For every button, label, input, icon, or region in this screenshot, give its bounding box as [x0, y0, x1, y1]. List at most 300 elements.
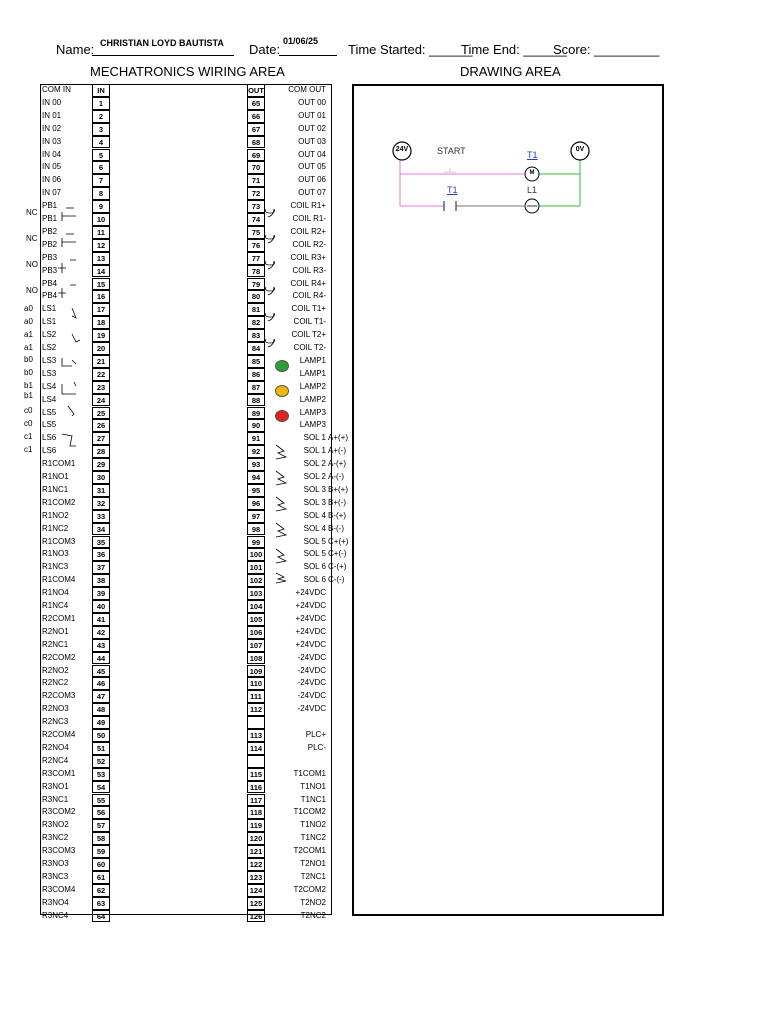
output-terminal[interactable]: 106: [247, 626, 265, 639]
output-terminal[interactable]: 98: [247, 523, 265, 536]
input-label: IN 06: [42, 175, 62, 185]
output-label: T1COM1: [293, 768, 326, 778]
output-label: OUT 06: [298, 175, 326, 185]
table-row: [40, 768, 332, 781]
output-label: COIL R1-: [292, 214, 326, 223]
output-label: +24VDC: [295, 601, 326, 610]
output-label: SOL 6: [303, 575, 326, 585]
output-label: SOL 1: [303, 446, 326, 456]
0v-label: 0V: [575, 146, 585, 153]
table-row: [40, 639, 332, 652]
input-label: R1NC3: [42, 562, 69, 572]
side-label-c0b: c0: [24, 419, 33, 428]
pb1-nc-icon: [62, 212, 76, 221]
input-label: R1COM3: [42, 536, 76, 546]
output-terminal[interactable]: 73: [247, 200, 265, 213]
table-row: [40, 845, 332, 858]
coil-t1-icon: [266, 313, 275, 321]
output-terminal[interactable]: [247, 755, 265, 768]
input-terminal[interactable]: 38: [92, 574, 110, 587]
output-terminal[interactable]: 85: [247, 355, 265, 368]
input-terminal[interactable]: 16: [92, 290, 110, 303]
input-label: COM IN: [42, 85, 71, 94]
input-terminal[interactable]: 45: [92, 665, 110, 678]
output-terminal[interactable]: 76: [247, 239, 265, 252]
input-terminal[interactable]: 33: [92, 510, 110, 523]
output-terminal[interactable]: 102: [247, 574, 265, 587]
output-terminal[interactable]: 93: [247, 458, 265, 471]
sol4-icon: [276, 523, 286, 537]
sol6-icon: [276, 573, 286, 583]
input-label: LS2: [42, 330, 57, 340]
output-terminal[interactable]: 124: [247, 884, 265, 897]
input-terminal[interactable]: 26: [92, 419, 110, 432]
input-label: PB3: [42, 265, 58, 275]
input-label: R2NO2: [42, 665, 69, 675]
input-terminal[interactable]: 9: [92, 200, 110, 213]
output-terminal[interactable]: 81: [247, 303, 265, 316]
input-terminal[interactable]: 59: [92, 845, 110, 858]
side-label-c0: c0: [24, 406, 33, 415]
input-terminal[interactable]: 22: [92, 368, 110, 381]
input-label: LS3: [42, 355, 57, 365]
output-terminal[interactable]: 65: [247, 97, 265, 110]
24v-label: 24V: [395, 146, 409, 153]
pb3-no-icon: [58, 260, 76, 273]
input-terminal[interactable]: 50: [92, 729, 110, 742]
input-label: R1NO1: [42, 472, 69, 481]
output-terminal[interactable]: 110: [247, 677, 265, 690]
output-suffix: A+(+): [328, 433, 349, 443]
input-terminal[interactable]: 54: [92, 781, 110, 794]
input-terminal[interactable]: 31: [92, 484, 110, 497]
side-label-b1b: b1: [24, 391, 33, 400]
input-terminal[interactable]: 6: [92, 161, 110, 174]
output-label: LAMP3: [299, 420, 326, 430]
lamp3-icon: [275, 410, 289, 422]
output-suffix: B-(+): [328, 510, 346, 520]
input-label: R3NO4: [42, 897, 69, 907]
input-label: IN 07: [42, 188, 62, 198]
input-label: R3NO3: [42, 859, 69, 868]
input-terminal[interactable]: 24: [92, 394, 110, 407]
output-label: COIL R2-: [292, 239, 326, 249]
input-label: R3NC3: [42, 871, 69, 881]
output-terminal[interactable]: 87: [247, 381, 265, 394]
lamp2-icon: [275, 385, 289, 397]
input-terminal[interactable]: 4: [92, 136, 110, 149]
output-terminal[interactable]: 69: [247, 149, 265, 162]
side-label-a0b: a0: [24, 317, 33, 326]
output-label: OUT 05: [298, 162, 326, 172]
output-label: +24VDC: [295, 626, 326, 636]
input-terminal[interactable]: 29: [92, 458, 110, 471]
input-terminal[interactable]: 58: [92, 832, 110, 845]
input-label: R1NO4: [42, 588, 69, 598]
input-terminal[interactable]: 44: [92, 652, 110, 665]
output-label: SOL 2: [303, 472, 326, 481]
input-terminal[interactable]: 47: [92, 690, 110, 703]
output-label: OUT 04: [298, 149, 326, 159]
output-label: T2COM2: [293, 884, 326, 894]
output-terminal[interactable]: 92: [247, 445, 265, 458]
output-terminal[interactable]: 86: [247, 368, 265, 381]
output-label: T2NC2: [300, 910, 326, 920]
l1-label: L1: [527, 185, 538, 195]
input-terminal[interactable]: 55: [92, 794, 110, 807]
side-label-c1b: c1: [24, 445, 33, 454]
input-label: R2NC4: [42, 755, 69, 765]
output-terminal[interactable]: [247, 716, 265, 729]
input-label: IN 00: [42, 97, 62, 107]
output-label: +24VDC: [295, 588, 326, 598]
output-terminal[interactable]: 118: [247, 806, 265, 819]
output-label: OUT 00: [298, 97, 326, 107]
input-terminal[interactable]: 28: [92, 445, 110, 458]
input-label: R1COM1: [42, 459, 76, 469]
ls1-icon: [72, 308, 76, 318]
output-label: SOL 5: [303, 549, 326, 559]
output-terminal[interactable]: 112: [247, 703, 265, 716]
pb4-no-label: NO: [26, 286, 38, 295]
input-label: R1COM4: [42, 575, 76, 585]
output-label: T1NO1: [300, 781, 326, 791]
output-label: -24VDC: [297, 704, 326, 714]
coil-r2-icon: [266, 235, 275, 243]
output-label: OUT 02: [298, 123, 326, 133]
input-label: R2COM3: [42, 691, 76, 701]
coil-r3-icon: [266, 261, 275, 269]
output-terminal[interactable]: 79: [247, 278, 265, 291]
output-label: LAMP3: [299, 407, 326, 417]
input-label: LS3: [42, 368, 57, 378]
output-label: PLC-: [307, 742, 326, 752]
table-row: [40, 665, 332, 678]
date-label: Date:: [249, 42, 281, 57]
output-terminal[interactable]: 70: [247, 161, 265, 174]
output-terminal[interactable]: 115: [247, 768, 265, 781]
input-label: PB1: [42, 214, 58, 223]
output-label: T2NC1: [300, 871, 326, 881]
input-label: LS5: [42, 420, 57, 430]
output-terminal[interactable]: 109: [247, 665, 265, 678]
input-terminal[interactable]: 23: [92, 381, 110, 394]
output-terminal[interactable]: 123: [247, 871, 265, 884]
input-terminal[interactable]: IN: [92, 84, 110, 97]
input-terminal[interactable]: 10: [92, 213, 110, 226]
lamp1-icon: [275, 360, 289, 372]
output-label: -24VDC: [297, 691, 326, 701]
name-label: Name:: [56, 42, 95, 57]
output-terminal[interactable]: 101: [247, 561, 265, 574]
input-terminal[interactable]: 8: [92, 187, 110, 200]
input-label: R3COM2: [42, 807, 76, 817]
input-terminal[interactable]: 14: [92, 265, 110, 278]
input-terminal[interactable]: 17: [92, 303, 110, 316]
input-terminal[interactable]: 2: [92, 110, 110, 123]
output-terminal[interactable]: 67: [247, 123, 265, 136]
table-row: [40, 910, 332, 923]
side-label-b1: b1: [24, 381, 33, 390]
output-terminal[interactable]: 104: [247, 600, 265, 613]
output-terminal[interactable]: 107: [247, 639, 265, 652]
input-terminal[interactable]: 63: [92, 897, 110, 910]
start-label: START: [437, 146, 466, 156]
name-value: CHRISTIAN LOYD BAUTISTA: [100, 38, 224, 48]
input-terminal[interactable]: 5: [92, 149, 110, 162]
output-label: T1NC2: [300, 833, 326, 843]
output-terminal[interactable]: 75: [247, 226, 265, 239]
output-terminal[interactable]: 90: [247, 419, 265, 432]
input-terminal[interactable]: 34: [92, 523, 110, 536]
output-terminal[interactable]: 82: [247, 316, 265, 329]
table-row: [40, 884, 332, 897]
output-terminal[interactable]: 125: [247, 897, 265, 910]
output-label: SOL 6: [303, 562, 326, 572]
output-terminal[interactable]: 111: [247, 690, 265, 703]
input-label: IN 03: [42, 136, 62, 146]
output-terminal[interactable]: 68: [247, 136, 265, 149]
input-terminal[interactable]: 42: [92, 626, 110, 639]
output-terminal[interactable]: 94: [247, 471, 265, 484]
output-suffix: A-(+): [328, 459, 346, 469]
output-terminal[interactable]: 122: [247, 858, 265, 871]
wiring-area-title: MECHATRONICS WIRING AREA: [90, 64, 285, 79]
coil-t2-icon: [266, 339, 275, 347]
input-label: LS1: [42, 304, 57, 314]
side-label-a0: a0: [24, 304, 33, 313]
input-terminal[interactable]: 51: [92, 742, 110, 755]
output-terminal[interactable]: 121: [247, 845, 265, 858]
table-row: [40, 600, 332, 613]
input-terminal[interactable]: 52: [92, 755, 110, 768]
input-terminal[interactable]: 12: [92, 239, 110, 252]
input-terminal[interactable]: 25: [92, 407, 110, 420]
output-terminal[interactable]: 66: [247, 110, 265, 123]
output-label: T1COM2: [293, 807, 326, 817]
output-terminal[interactable]: 91: [247, 432, 265, 445]
input-terminal[interactable]: 56: [92, 806, 110, 819]
drawing-area-title: DRAWING AREA: [460, 64, 561, 79]
ladder-diagram: [352, 84, 664, 916]
output-terminal[interactable]: 114: [247, 742, 265, 755]
output-label: COIL T2+: [291, 330, 326, 340]
input-terminal[interactable]: 18: [92, 316, 110, 329]
input-label: PB1: [42, 201, 58, 211]
time-end: Time End: ______: [461, 42, 567, 57]
output-label: T1NC1: [300, 794, 326, 804]
input-label: R2COM1: [42, 613, 76, 623]
output-terminal[interactable]: 78: [247, 265, 265, 278]
input-terminal[interactable]: 21: [92, 355, 110, 368]
input-label: IN 04: [42, 149, 62, 159]
input-terminal[interactable]: 48: [92, 703, 110, 716]
table-row: [40, 832, 332, 845]
output-terminal[interactable]: 89: [247, 407, 265, 420]
input-label: R1NC2: [42, 523, 69, 533]
timer-coil-symbol: M: [529, 170, 535, 176]
sol1-icon: [276, 445, 286, 459]
output-suffix: C-(+): [328, 562, 347, 572]
output-label: COIL R4+: [290, 278, 326, 288]
output-label: -24VDC: [297, 665, 326, 675]
input-terminal[interactable]: 27: [92, 432, 110, 445]
output-label: T2COM1: [293, 846, 326, 856]
input-terminal[interactable]: 36: [92, 548, 110, 561]
input-terminal[interactable]: 19: [92, 329, 110, 342]
table-row: [40, 755, 332, 768]
table-row: [40, 652, 332, 665]
table-row: [40, 819, 332, 832]
output-label: SOL 4: [303, 523, 326, 533]
output-suffix: C+(+): [328, 536, 349, 546]
output-terminal[interactable]: 119: [247, 819, 265, 832]
output-terminal[interactable]: 117: [247, 794, 265, 807]
output-terminal[interactable]: 77: [247, 252, 265, 265]
input-terminal[interactable]: 3: [92, 123, 110, 136]
table-row: [40, 677, 332, 690]
table-row: [40, 613, 332, 626]
input-label: PB2: [42, 226, 58, 236]
output-terminal[interactable]: 116: [247, 781, 265, 794]
date-value: 01/06/25: [283, 36, 319, 46]
input-label: R2NC1: [42, 639, 69, 649]
input-label: R2NC3: [42, 717, 69, 727]
input-label: PB3: [42, 252, 58, 262]
input-terminal[interactable]: 1: [92, 97, 110, 110]
input-terminal[interactable]: 37: [92, 561, 110, 574]
output-suffix: C-(-): [328, 575, 345, 585]
input-label: R3NO1: [42, 781, 69, 791]
ls2-icon: [72, 334, 80, 342]
pb1-nc-label: NC: [26, 208, 38, 217]
input-label: PB2: [42, 239, 58, 249]
output-terminal[interactable]: 99: [247, 536, 265, 549]
input-terminal[interactable]: 64: [92, 910, 110, 923]
output-label: COIL T2-: [293, 343, 326, 352]
input-label: R3NC2: [42, 833, 69, 843]
input-terminal[interactable]: 53: [92, 768, 110, 781]
table-row: [40, 716, 332, 729]
table-row: [40, 626, 332, 639]
input-label: LS4: [42, 394, 57, 404]
output-terminal[interactable]: 97: [247, 510, 265, 523]
table-row: [40, 781, 332, 794]
output-terminal[interactable]: 74: [247, 213, 265, 226]
output-terminal[interactable]: 103: [247, 587, 265, 600]
output-terminal[interactable]: 126: [247, 910, 265, 923]
table-row: [40, 690, 332, 703]
input-label: R2NO1: [42, 626, 69, 636]
input-terminal[interactable]: 61: [92, 871, 110, 884]
input-label: R2COM4: [42, 730, 76, 739]
output-terminal[interactable]: 95: [247, 484, 265, 497]
output-terminal[interactable]: 108: [247, 652, 265, 665]
output-label: SOL 3: [303, 497, 326, 507]
input-terminal[interactable]: 57: [92, 819, 110, 832]
output-terminal[interactable]: 105: [247, 613, 265, 626]
input-terminal[interactable]: 40: [92, 600, 110, 613]
input-terminal[interactable]: 7: [92, 174, 110, 187]
input-label: R1NO3: [42, 549, 69, 559]
sol3-icon: [276, 497, 286, 511]
table-row: [40, 794, 332, 807]
output-terminal[interactable]: 120: [247, 832, 265, 845]
side-label-c1: c1: [24, 432, 33, 441]
output-terminal[interactable]: OUT: [248, 86, 264, 95]
input-terminal[interactable]: 43: [92, 639, 110, 652]
output-label: SOL 1: [303, 433, 326, 443]
output-terminal[interactable]: 100: [247, 548, 265, 561]
input-label: R2NC2: [42, 678, 69, 688]
input-label: PB4: [42, 278, 58, 288]
input-terminal[interactable]: 46: [92, 677, 110, 690]
input-label: R2NO3: [42, 704, 69, 714]
input-label: LS4: [42, 381, 57, 391]
input-label: R3NC4: [42, 910, 69, 920]
output-label: COIL R2+: [290, 226, 326, 236]
ls3-icon: [62, 358, 76, 366]
input-terminal[interactable]: 30: [92, 471, 110, 484]
output-label: OUT 07: [298, 188, 326, 198]
input-terminal[interactable]: 41: [92, 613, 110, 626]
input-label: R1NO2: [42, 510, 69, 520]
side-label-a1: a1: [24, 330, 33, 339]
input-label: LS5: [42, 407, 57, 417]
input-label: R3COM4: [42, 884, 76, 894]
output-label: COIL R3-: [292, 265, 326, 275]
pb2-nc-label: NC: [26, 234, 38, 243]
output-label: -24VDC: [297, 652, 326, 662]
input-terminal[interactable]: 32: [92, 497, 110, 510]
input-terminal[interactable]: 49: [92, 716, 110, 729]
t1-contact-label: T1: [447, 185, 458, 195]
input-terminal[interactable]: 15: [92, 278, 110, 291]
output-label: +24VDC: [295, 613, 326, 623]
input-terminal[interactable]: 13: [92, 252, 110, 265]
output-terminal[interactable]: 71: [247, 174, 265, 187]
input-terminal[interactable]: 60: [92, 858, 110, 871]
output-terminal[interactable]: 84: [247, 342, 265, 355]
output-terminal[interactable]: 72: [247, 187, 265, 200]
output-label: COM OUT: [288, 85, 326, 94]
input-terminal[interactable]: 20: [92, 342, 110, 355]
output-label: T2NO1: [300, 859, 326, 868]
input-terminal[interactable]: 39: [92, 587, 110, 600]
table-row: [40, 703, 332, 716]
output-terminal[interactable]: 88: [247, 394, 265, 407]
output-label: COIL R3+: [290, 252, 326, 262]
input-label: LS2: [42, 343, 57, 352]
coil-r1-icon: [266, 209, 275, 217]
input-label: R3NO2: [42, 820, 69, 830]
table-row: [40, 587, 332, 600]
output-terminal[interactable]: 113: [247, 729, 265, 742]
output-terminal[interactable]: 83: [247, 329, 265, 342]
table-row: [40, 871, 332, 884]
input-terminal[interactable]: 11: [92, 226, 110, 239]
output-terminal[interactable]: 80: [247, 290, 265, 303]
input-terminal[interactable]: 35: [92, 536, 110, 549]
output-label: LAMP2: [299, 394, 326, 404]
output-label: COIL T1+: [291, 304, 326, 314]
input-terminal[interactable]: 62: [92, 884, 110, 897]
output-label: +24VDC: [295, 639, 326, 649]
output-label: COIL R4-: [292, 291, 326, 301]
output-label: SOL 2: [303, 459, 326, 469]
output-label: COIL T1-: [293, 317, 326, 327]
output-terminal[interactable]: 96: [247, 497, 265, 510]
